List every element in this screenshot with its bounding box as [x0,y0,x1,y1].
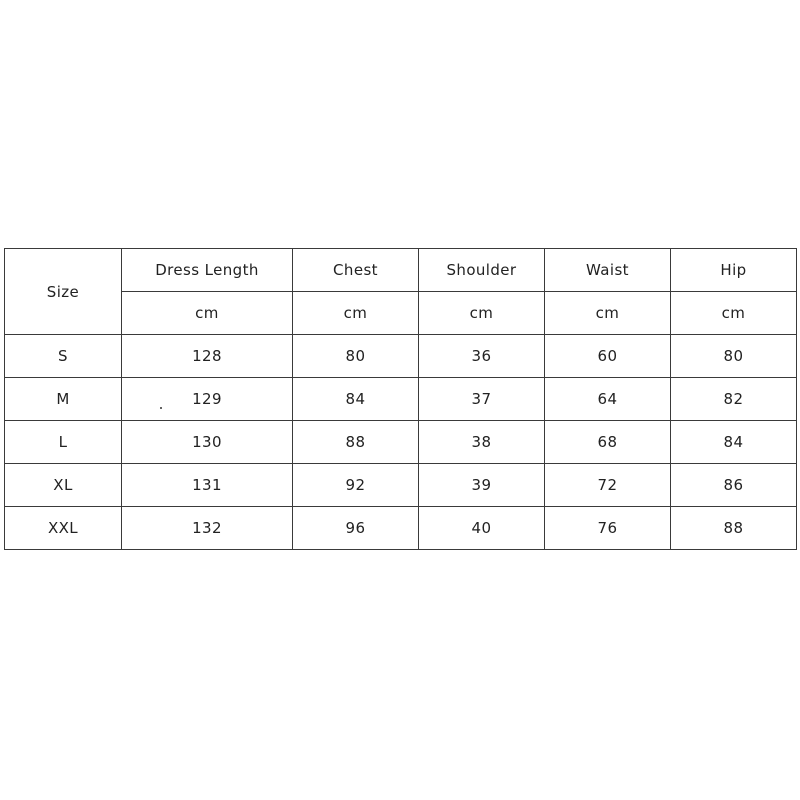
table-row [5,464,797,507]
table-cell: 37 [419,378,545,421]
table-cell: 132 [122,507,293,550]
unit-cell: cm [122,292,293,335]
header-row [5,249,797,292]
hip-header: Hip [671,249,797,292]
unit-cell: cm [419,292,545,335]
size-label: L [5,421,122,464]
table-cell: 84 [293,378,419,421]
unit-cell: cm [293,292,419,335]
table-row [5,378,797,421]
table-cell: 39 [419,464,545,507]
table-cell: 64 [545,378,671,421]
table-cell: 130 [122,421,293,464]
table-cell: 129 [122,378,293,421]
table-cell: 86 [671,464,797,507]
unit-row [5,292,797,335]
size-label: XL [5,464,122,507]
table-cell: 88 [671,507,797,550]
table-row [5,335,797,378]
table-cell: 80 [293,335,419,378]
size-label: S [5,335,122,378]
table-row [5,507,797,550]
table-cell: 88 [293,421,419,464]
table-cell: 68 [545,421,671,464]
dress-length-header: Dress Length [122,249,293,292]
shoulder-header: Shoulder [419,249,545,292]
table-cell: 80 [671,335,797,378]
table-cell: 38 [419,421,545,464]
table-row [5,421,797,464]
table-cell: 60 [545,335,671,378]
unit-cell: cm [545,292,671,335]
size-header: Size [5,249,122,335]
table-cell: 128 [122,335,293,378]
table-cell: 76 [545,507,671,550]
table-cell: 84 [671,421,797,464]
table-cell: 40 [419,507,545,550]
table-cell: 72 [545,464,671,507]
table-cell: 82 [671,378,797,421]
table-cell: 92 [293,464,419,507]
waist-header: Waist [545,249,671,292]
unit-cell: cm [671,292,797,335]
stray-dot [160,407,162,409]
size-label: XXL [5,507,122,550]
size-label: M [5,378,122,421]
table-cell: 131 [122,464,293,507]
size-chart-table [4,248,797,550]
chest-header: Chest [293,249,419,292]
table-cell: 36 [419,335,545,378]
table-cell: 96 [293,507,419,550]
